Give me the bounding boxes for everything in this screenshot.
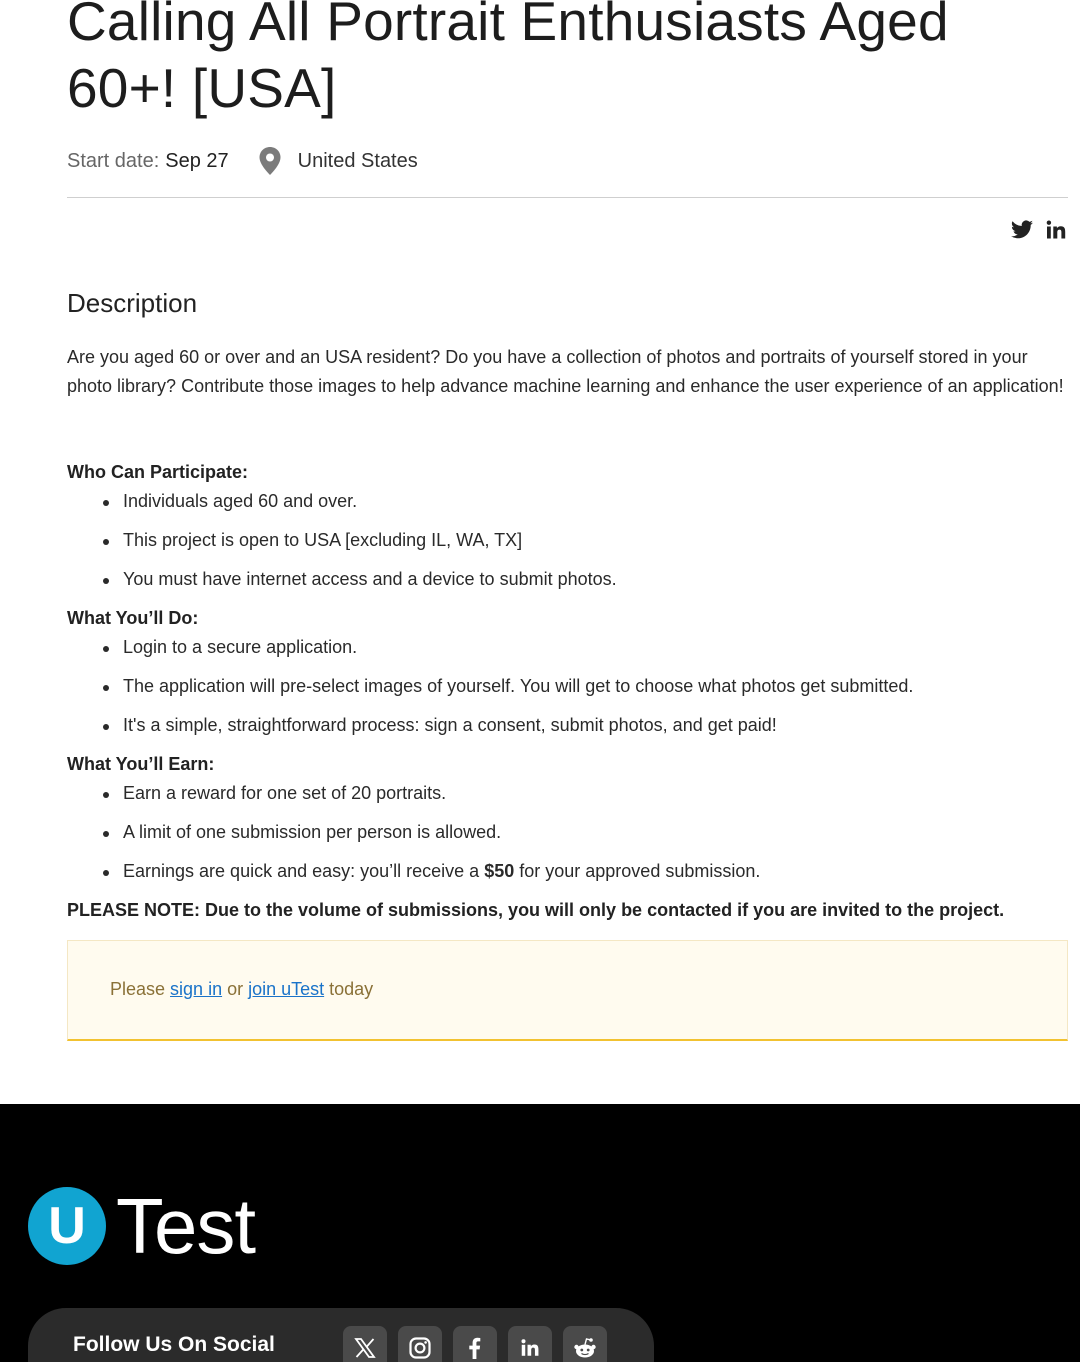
share-links — [1010, 218, 1068, 242]
facebook-icon[interactable] — [453, 1326, 497, 1362]
list-item: Earn a reward for one set of 20 portraits. — [123, 783, 447, 803]
twitter-icon[interactable] — [1010, 218, 1034, 242]
earn-heading: What You’ll Earn: — [67, 754, 215, 774]
sign-in-callout — [67, 940, 1068, 1041]
page-title: Calling All Portrait Enthusiasts Aged 60+! [USA] — [67, 0, 949, 119]
who-heading: Who Can Participate: — [67, 462, 249, 482]
linkedin-icon[interactable] — [508, 1326, 552, 1362]
do-heading: What You’ll Do: — [67, 608, 199, 628]
social-icons — [343, 1326, 607, 1362]
divider — [67, 197, 1068, 198]
project-meta — [67, 146, 418, 176]
join-utest-link[interactable]: join uTest — [248, 979, 325, 999]
reddit-icon[interactable] — [563, 1326, 607, 1362]
utest-logo[interactable] — [28, 1182, 256, 1270]
linkedin-icon[interactable] — [1044, 218, 1068, 242]
sign-in-link[interactable]: sign in — [170, 979, 223, 999]
list-item: A limit of one submission per person is allowed. — [123, 822, 502, 842]
callout-suffix: today — [324, 979, 374, 999]
callout-middle: or — [222, 979, 249, 999]
earnings-suffix: for your approved submission. — [514, 861, 761, 881]
start-date-value: Sep 27 — [165, 149, 229, 172]
location-text: United States — [297, 149, 418, 172]
instagram-icon[interactable] — [398, 1326, 442, 1362]
list-item: You must have internet access and a device to submit photos. — [123, 569, 617, 589]
location-pin-icon — [259, 147, 281, 175]
x-icon[interactable] — [343, 1326, 387, 1362]
list-item: Login to a secure application. — [123, 637, 358, 657]
start-date-label: Start date: — [67, 149, 160, 172]
list-item: The application will pre-select images of yourself. You will get to choose what photos get submitted. — [123, 676, 914, 696]
description-heading: Description — [67, 288, 198, 318]
callout-prefix: Please — [110, 979, 171, 999]
list-item-earnings — [123, 861, 760, 882]
follow-label: Follow Us On Social — [73, 1333, 275, 1356]
earnings-prefix: Earnings are quick and easy: you’ll receive a — [123, 861, 485, 881]
list-item: This project is open to USA [excluding IL, WA, TX] — [123, 530, 523, 550]
please-note: PLEASE NOTE: Due to the volume of submissions, you will only be contacted if you are invited to the project. — [67, 900, 1005, 920]
earnings-amount: $50 — [484, 861, 515, 881]
description-text: Are you aged 60 or over and an USA resident? Do you have a collection of photos and portraits of yourself stored in your photo library? Contribute those images to help advance machine learning and enhance the user experience of an application! — [67, 347, 1064, 396]
logo-word: Test — [116, 1182, 256, 1270]
callout-text — [110, 979, 373, 1000]
footer — [0, 1104, 1080, 1362]
logo-circle: U — [28, 1187, 106, 1265]
social-bar — [28, 1308, 654, 1362]
list-item: Individuals aged 60 and over. — [123, 491, 358, 511]
list-item: It's a simple, straightforward process: sign a consent, submit photos, and get paid! — [123, 715, 777, 735]
